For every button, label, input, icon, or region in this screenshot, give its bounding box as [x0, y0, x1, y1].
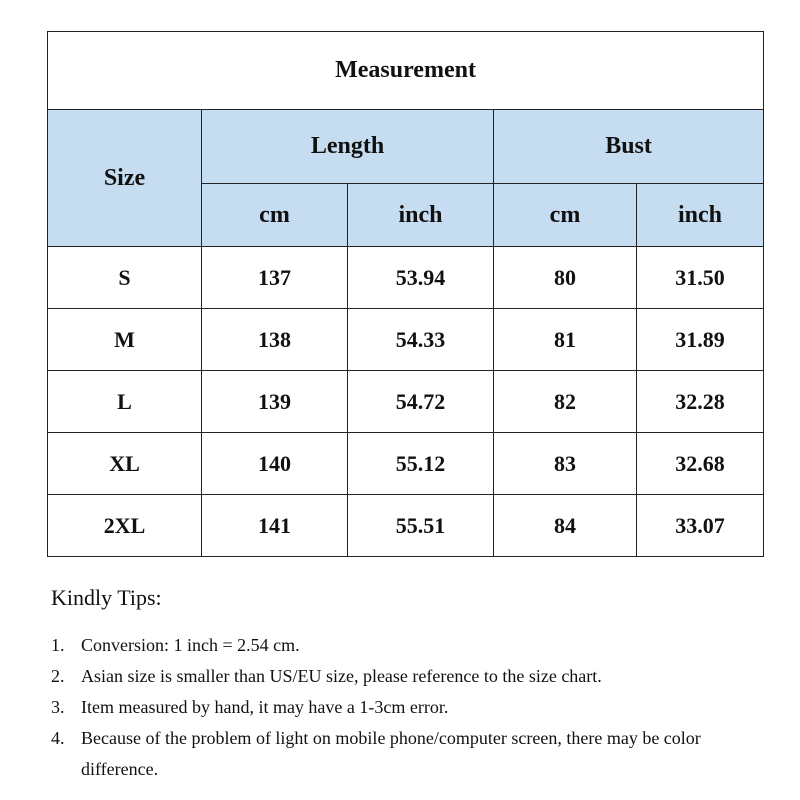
tip-number: 1.	[51, 635, 65, 655]
table-title: Measurement	[48, 32, 764, 110]
bust-inch-cell: 32.68	[637, 433, 764, 495]
length-inch-header: inch	[348, 184, 494, 247]
tip-text: Item measured by hand, it may have a 1-3cm error.	[81, 697, 449, 717]
list-item	[51, 723, 771, 785]
list-item	[51, 661, 771, 692]
bust-inch-cell: 32.28	[637, 371, 764, 433]
bust-inch-cell: 31.50	[637, 247, 764, 309]
length-cm-cell: 138	[202, 309, 348, 371]
bust-cm-header: cm	[494, 184, 637, 247]
bust-inch-cell: 33.07	[637, 495, 764, 557]
table-row	[48, 371, 764, 433]
size-cell: XL	[48, 433, 202, 495]
size-cell: 2XL	[48, 495, 202, 557]
tip-text: Asian size is smaller than US/EU size, please reference to the size chart.	[81, 666, 602, 686]
bust-cm-cell: 81	[494, 309, 637, 371]
table-row	[48, 495, 764, 557]
length-inch-cell: 55.51	[348, 495, 494, 557]
length-inch-cell: 53.94	[348, 247, 494, 309]
size-cell: S	[48, 247, 202, 309]
size-cell: L	[48, 371, 202, 433]
bust-cm-cell: 84	[494, 495, 637, 557]
length-cm-cell: 139	[202, 371, 348, 433]
length-cm-cell: 141	[202, 495, 348, 557]
list-item	[51, 692, 771, 723]
size-chart-table	[47, 31, 764, 557]
length-inch-cell: 54.72	[348, 371, 494, 433]
table-row	[48, 309, 764, 371]
header-group-row	[48, 110, 764, 184]
bust-cm-cell: 80	[494, 247, 637, 309]
length-inch-cell: 54.33	[348, 309, 494, 371]
table-row	[48, 247, 764, 309]
size-header: Size	[48, 110, 202, 247]
tips-section	[51, 583, 771, 785]
table-row	[48, 433, 764, 495]
tips-list	[51, 630, 771, 785]
bust-inch-cell: 31.89	[637, 309, 764, 371]
tip-text: Because of the problem of light on mobile phone/computer screen, there may be color difference.	[81, 728, 701, 779]
table-title-row	[48, 32, 764, 110]
length-header: Length	[202, 110, 494, 184]
length-cm-header: cm	[202, 184, 348, 247]
tip-number: 3.	[51, 697, 65, 717]
bust-cm-cell: 83	[494, 433, 637, 495]
bust-header: Bust	[494, 110, 764, 184]
size-cell: M	[48, 309, 202, 371]
length-inch-cell: 55.12	[348, 433, 494, 495]
bust-cm-cell: 82	[494, 371, 637, 433]
tip-text: Conversion: 1 inch = 2.54 cm.	[81, 635, 300, 655]
tip-number: 2.	[51, 666, 65, 686]
tips-heading: Kindly Tips:	[51, 585, 162, 610]
length-cm-cell: 140	[202, 433, 348, 495]
bust-inch-header: inch	[637, 184, 764, 247]
length-cm-cell: 137	[202, 247, 348, 309]
tip-number: 4.	[51, 728, 65, 748]
list-item	[51, 630, 771, 661]
